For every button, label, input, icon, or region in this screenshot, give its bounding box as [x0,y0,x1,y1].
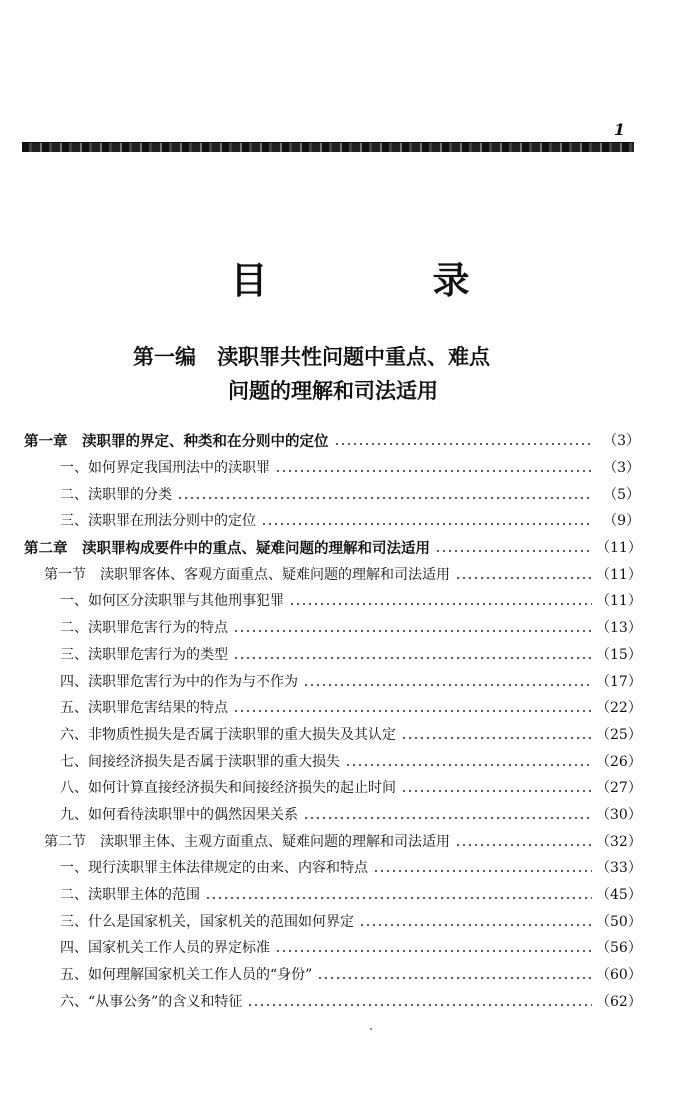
toc-entry-item[interactable] [0,721,700,748]
part-heading-line-1: 第一编 渎职罪共性问题中重点、难点 [133,344,490,369]
dot-leader [373,870,592,872]
toc-entry-page: （56） [596,940,642,957]
toc-entry-page: （22） [596,700,642,717]
dot-leader [289,603,592,605]
toc-entry-label: 四、国家机关工作人员的界定标准 [60,940,270,957]
toc-list [0,427,700,1014]
toc-entry-label: 三、渎职罪在刑法分则中的定位 [60,513,256,530]
dot-leader [275,950,592,952]
dot-leader [205,897,592,899]
dot-leader [303,684,592,686]
toc-entry-item[interactable] [0,934,700,961]
toc-entry-page: （17） [596,673,642,690]
toc-entry-page: （3） [603,433,640,450]
toc-entry-label: 二、渎职罪危害行为的特点 [60,620,228,637]
part-heading-line-2: 问题的理解和司法适用 [228,378,438,403]
toc-entry-label: 第一章 渎职罪的界定、种类和在分则中的定位 [24,432,329,450]
toc-entry-page: （27） [596,780,642,797]
toc-entry-label: 一、如何区分渎职罪与其他刑事犯罪 [60,593,284,610]
toc-entry-chapter[interactable] [0,534,700,561]
toc-entry-page: （62） [596,993,642,1010]
toc-entry-label: 一、现行渎职罪主体法律规定的由来、内容和特点 [60,860,368,877]
toc-entry-item[interactable] [0,774,700,801]
toc-entry-label: 五、如何理解国家机关工作人员的“身份” [60,967,313,984]
toc-entry-label: 三、什么是国家机关，国家机关的范围如何界定 [60,913,354,930]
toc-entry-item[interactable] [0,881,700,908]
toc-entry-page: （50） [596,913,642,930]
toc-entry-item[interactable] [0,747,700,774]
toc-title: 目 录 [230,258,534,302]
toc-entry-page: （32） [596,833,642,850]
toc-entry-item[interactable] [0,694,700,721]
toc-entry-page: （15） [596,646,642,663]
toc-entry-page: （26） [596,753,642,770]
toc-entry-chapter[interactable] [0,427,700,454]
toc-entry-page: （30） [596,806,642,823]
header-rule [22,142,634,152]
toc-entry-label: 五、渎职罪危害结果的特点 [60,700,228,717]
dot-leader [275,470,592,472]
toc-entry-label: 七、间接经济损失是否属于渎职罪的重大损失 [60,753,340,770]
toc-entry-item[interactable] [0,667,700,694]
toc-entry-page: （45） [596,887,642,904]
dot-leader [247,1004,592,1006]
toc-entry-label: 第二章 渎职罪构成要件中的重点、疑难问题的理解和司法适用 [24,539,430,557]
dot-leader [401,737,592,739]
toc-entry-page: （13） [596,620,642,637]
toc-entry-item[interactable] [0,641,700,668]
toc-entry-section[interactable] [0,827,700,854]
dot-leader [455,844,592,846]
toc-entry-page: （5） [603,486,640,503]
toc-entry-page: （11） [596,540,642,557]
toc-entry-item[interactable] [0,987,700,1014]
toc-entry-item[interactable] [0,907,700,934]
toc-entry-label: 二、渎职罪的分类 [60,486,172,503]
dot-leader [334,443,593,445]
dot-leader [359,924,592,926]
toc-entry-item[interactable] [0,614,700,641]
toc-entry-page: （33） [596,860,642,877]
dot-leader [435,550,592,552]
toc-entry-label: 第二节 渎职罪主体、主观方面重点、疑难问题的理解和司法适用 [44,833,450,850]
scan-speck [370,1028,372,1030]
toc-entry-item[interactable] [0,507,700,534]
toc-entry-item[interactable] [0,854,700,881]
toc-entry-label: 六、非物质性损失是否属于渎职罪的重大损失及其认定 [60,726,396,743]
dot-leader [345,764,592,766]
page-number: 1 [613,120,625,139]
toc-entry-item[interactable] [0,961,700,988]
toc-entry-page: （3） [603,460,640,477]
toc-entry-label: 二、渎职罪主体的范围 [60,887,200,904]
toc-entry-page: （11） [596,593,642,610]
toc-entry-section[interactable] [0,560,700,587]
toc-entry-item[interactable] [0,587,700,614]
dot-leader [177,497,592,499]
toc-entry-page: （9） [603,513,640,530]
dot-leader [233,657,592,659]
toc-entry-page: （25） [596,726,642,743]
toc-entry-page: （60） [596,967,642,984]
toc-entry-label: 四、渎职罪危害行为中的作为与不作为 [60,673,298,690]
dot-leader [303,817,592,819]
toc-entry-label: 第一节 渎职罪客体、客观方面重点、疑难问题的理解和司法适用 [44,566,450,583]
toc-entry-item[interactable] [0,454,700,481]
dot-leader [401,790,592,792]
dot-leader [261,523,592,525]
toc-entry-item[interactable] [0,480,700,507]
toc-entry-label: 三、渎职罪危害行为的类型 [60,646,228,663]
toc-entry-page: （11） [596,566,642,583]
dot-leader [233,630,592,632]
toc-entry-item[interactable] [0,801,700,828]
toc-entry-label: 九、如何看待渎职罪中的偶然因果关系 [60,806,298,823]
toc-entry-label: 六、“从事公务”的含义和特征 [60,993,243,1010]
dot-leader [233,710,592,712]
toc-entry-label: 八、如何计算直接经济损失和间接经济损失的起止时间 [60,780,396,797]
dot-leader [317,977,592,979]
toc-entry-label: 一、如何界定我国刑法中的渎职罪 [60,460,270,477]
dot-leader [455,577,592,579]
